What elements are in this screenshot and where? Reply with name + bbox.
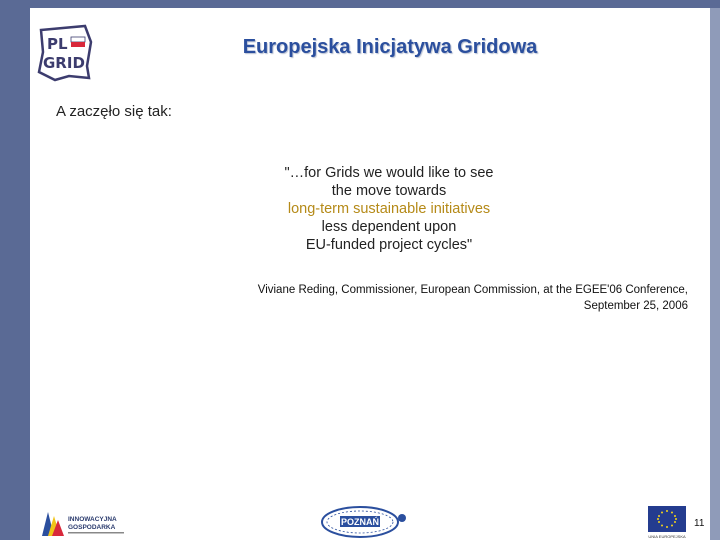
presentation-slide: [30, 8, 710, 540]
quote-line: the move towards: [331, 183, 447, 199]
innowacyjna-gospodarka-logo: [38, 506, 130, 540]
quote-line: less dependent upon: [321, 219, 457, 235]
quote-highlight-line: long-term sustainable initiatives: [287, 201, 491, 217]
page-number: 11: [694, 518, 705, 529]
poznan-logo-text: POZNAŃ: [341, 517, 379, 527]
logo-line-gospodarka: GOSPODARKA: [68, 524, 116, 531]
eu-flag-logo: [642, 504, 692, 540]
quote-line: "…for Grids we would like to see: [284, 165, 494, 181]
quote-attribution: [220, 282, 688, 314]
attribution-date: September 25, 2006: [583, 300, 688, 312]
slide-frame-shadow: [710, 8, 720, 540]
pl-grid-logo: [35, 22, 95, 82]
poznan-logo: [318, 504, 410, 540]
eu-logo-caption: UNIA EUROPEJSKA: [648, 534, 686, 539]
quote-line: EU-funded project cycles": [305, 237, 473, 253]
logo-text-bottom: GRID: [43, 54, 85, 72]
logo-line-innowacyjna: INNOWACYJNA: [68, 516, 117, 523]
intro-text: A zaczęło się tak:: [56, 103, 172, 120]
logo-text-top: PL: [47, 35, 68, 53]
attribution-line: Viviane Reding, Commissioner, European Commission, at the EGEE'06 Conference,: [257, 284, 688, 296]
slide-title: Europejska Inicjatywa Gridowa: [242, 36, 538, 58]
quote-block: [254, 164, 524, 254]
